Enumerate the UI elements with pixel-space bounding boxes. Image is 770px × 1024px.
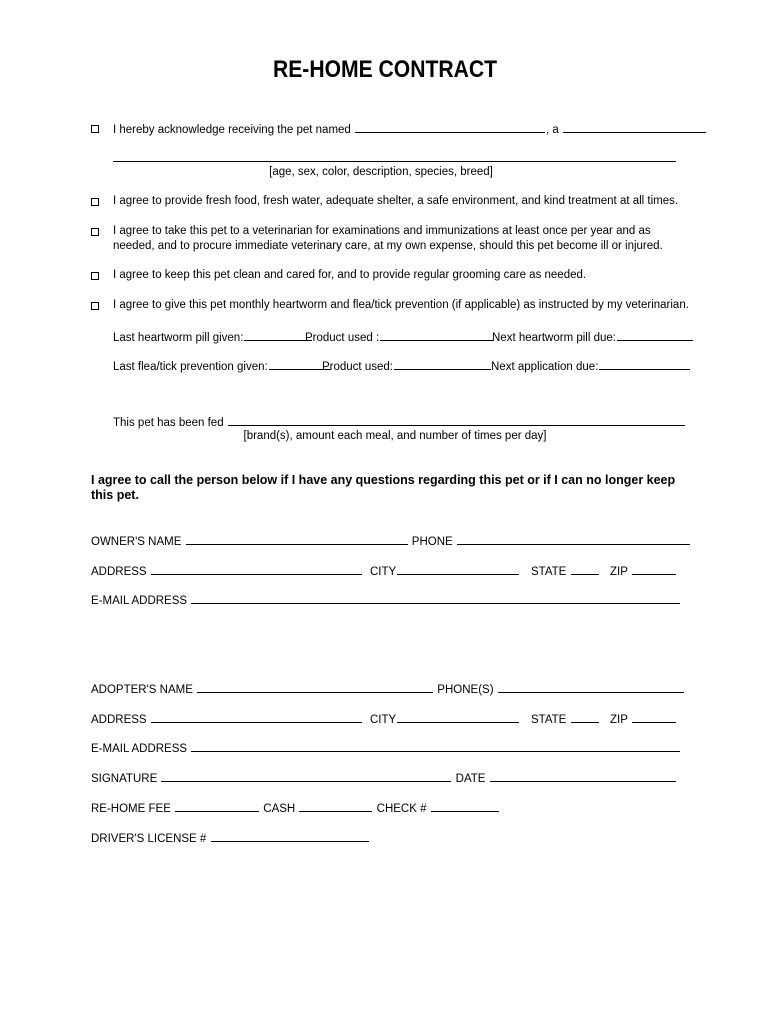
adopter-email-label: E-MAIL ADDRESS — [91, 743, 188, 755]
heartworm-given-field[interactable] — [244, 329, 312, 341]
fleatick-due-field[interactable] — [599, 358, 690, 370]
adopter-signature-label: SIGNATURE — [91, 773, 158, 785]
adopter-phone-field[interactable] — [498, 681, 684, 693]
owner-address-label: ADDRESS — [91, 566, 147, 578]
fleatick-given-label: Last flea/tick prevention given: — [113, 361, 268, 373]
feeding-label: This pet has been fed — [113, 417, 224, 429]
owner-city-field[interactable] — [397, 563, 519, 575]
adopter-state-label: STATE — [531, 714, 567, 726]
owner-name-row — [91, 533, 691, 548]
owner-zip-field[interactable] — [632, 563, 676, 575]
adopter-name-row — [91, 681, 685, 696]
heartworm-product-label: Product used : — [305, 332, 380, 344]
fleatick-product-field[interactable] — [394, 358, 491, 370]
feeding-field[interactable] — [228, 414, 685, 426]
adopter-state-field[interactable] — [571, 711, 599, 723]
adopter-name-field[interactable] — [197, 681, 433, 693]
owner-address-field[interactable] — [151, 563, 362, 575]
fleatick-product-label: Product used: — [322, 361, 393, 373]
adopter-address-field[interactable] — [151, 711, 362, 723]
page-title: RE-HOME CONTRACT — [272, 56, 498, 83]
owner-zip-label: ZIP — [610, 566, 628, 578]
fleatick-due-label: Next application due: — [491, 361, 599, 373]
checkbox-groom[interactable] — [91, 272, 99, 280]
clause-acknowledge — [113, 121, 707, 136]
owner-name-label: OWNER'S NAME — [91, 536, 182, 548]
adopter-name-label: ADOPTER'S NAME — [91, 684, 193, 696]
adopter-fee-row — [91, 800, 500, 815]
owner-city-label: CITY — [370, 566, 397, 578]
pet-description-field[interactable] — [113, 161, 676, 162]
clause-prevent: I agree to give this pet monthly heartworm and flea/tick prevention (if applicable) as instructed by my veterinarian. — [113, 299, 689, 311]
adopter-signature-field[interactable] — [161, 770, 451, 782]
adopter-email-field[interactable] — [191, 740, 680, 752]
heartworm-given-label: Last heartworm pill given: — [113, 332, 244, 344]
feeding-row — [113, 414, 686, 429]
owner-phone-label: PHONE — [411, 536, 453, 548]
adopter-license-row — [91, 830, 370, 845]
pet-type-field[interactable] — [563, 121, 706, 133]
adopter-date-label: DATE — [455, 773, 486, 785]
clause-acknowledge-sep: , a — [546, 124, 559, 136]
agreement-text: I agree to call the person below if I have any questions regarding this pet or if I can no longer keep this pet. — [91, 473, 676, 502]
heartworm-product-field[interactable] — [380, 329, 493, 341]
heartworm-product — [305, 329, 494, 344]
adopter-address-row — [91, 711, 363, 726]
owner-state-row — [531, 563, 600, 578]
owner-zip-row — [610, 563, 677, 578]
adopter-fee-label: RE-HOME FEE — [91, 803, 171, 815]
adopter-state-row — [531, 711, 600, 726]
adopter-city-field[interactable] — [397, 711, 519, 723]
pet-name-field[interactable] — [355, 121, 545, 133]
fleatick-product — [322, 358, 492, 373]
adopter-city-row — [370, 711, 520, 726]
adopter-check-field[interactable] — [431, 800, 499, 812]
adopter-cash-field[interactable] — [299, 800, 372, 812]
adopter-zip-row — [610, 711, 677, 726]
feeding-caption: [brand(s), amount each meal, and number of times per day] — [243, 430, 547, 442]
clause-groom: I agree to keep this pet clean and cared for, and to provide regular grooming care as needed. — [113, 269, 587, 281]
checkbox-prevent[interactable] — [91, 302, 99, 310]
clause-food: I agree to provide fresh food, fresh water, adequate shelter, a safe environment, and kind treatment at all times. — [113, 195, 679, 207]
adopter-date-field[interactable] — [490, 770, 676, 782]
owner-phone-field[interactable] — [457, 533, 690, 545]
checkbox-acknowledge[interactable] — [91, 125, 99, 133]
heartworm-due-label: Next heartworm pill due: — [492, 332, 616, 344]
adopter-signature-row — [91, 770, 677, 785]
owner-state-field[interactable] — [571, 563, 599, 575]
adopter-license-label: DRIVER'S LICENSE # — [91, 833, 207, 845]
checkbox-vet[interactable] — [91, 228, 99, 236]
adopter-zip-field[interactable] — [632, 711, 676, 723]
adopter-fee-field[interactable] — [175, 800, 259, 812]
adopter-email-row — [91, 740, 681, 755]
adopter-cash-label: CASH — [263, 803, 296, 815]
clause-acknowledge-label: I hereby acknowledge receiving the pet named — [113, 124, 351, 136]
owner-email-row — [91, 592, 681, 607]
heartworm-due — [492, 329, 694, 344]
adopter-address-label: ADDRESS — [91, 714, 147, 726]
owner-city-row — [370, 563, 520, 578]
heartworm-due-field[interactable] — [617, 329, 693, 341]
clause-vet: I agree to take this pet to a veterinarian for examinations and immunizations at least once per year and as needed, and to procure immediate veterinary care, at my own expense, should this pet become ill or injured. — [113, 225, 663, 252]
adopter-check-label: CHECK # — [376, 803, 427, 815]
owner-email-label: E-MAIL ADDRESS — [91, 595, 188, 607]
adopter-phone-label: PHONE(S) — [437, 684, 494, 696]
pet-description-caption: [age, sex, color, description, species, breed] — [269, 166, 493, 178]
fleatick-given — [113, 358, 332, 373]
checkbox-food[interactable] — [91, 198, 99, 206]
fleatick-due — [491, 358, 691, 373]
owner-address-row — [91, 563, 363, 578]
adopter-city-label: CITY — [370, 714, 397, 726]
heartworm-given — [113, 329, 313, 344]
owner-state-label: STATE — [531, 566, 567, 578]
owner-name-field[interactable] — [186, 533, 408, 545]
adopter-license-field[interactable] — [211, 830, 369, 842]
owner-email-field[interactable] — [191, 592, 680, 604]
adopter-zip-label: ZIP — [610, 714, 628, 726]
